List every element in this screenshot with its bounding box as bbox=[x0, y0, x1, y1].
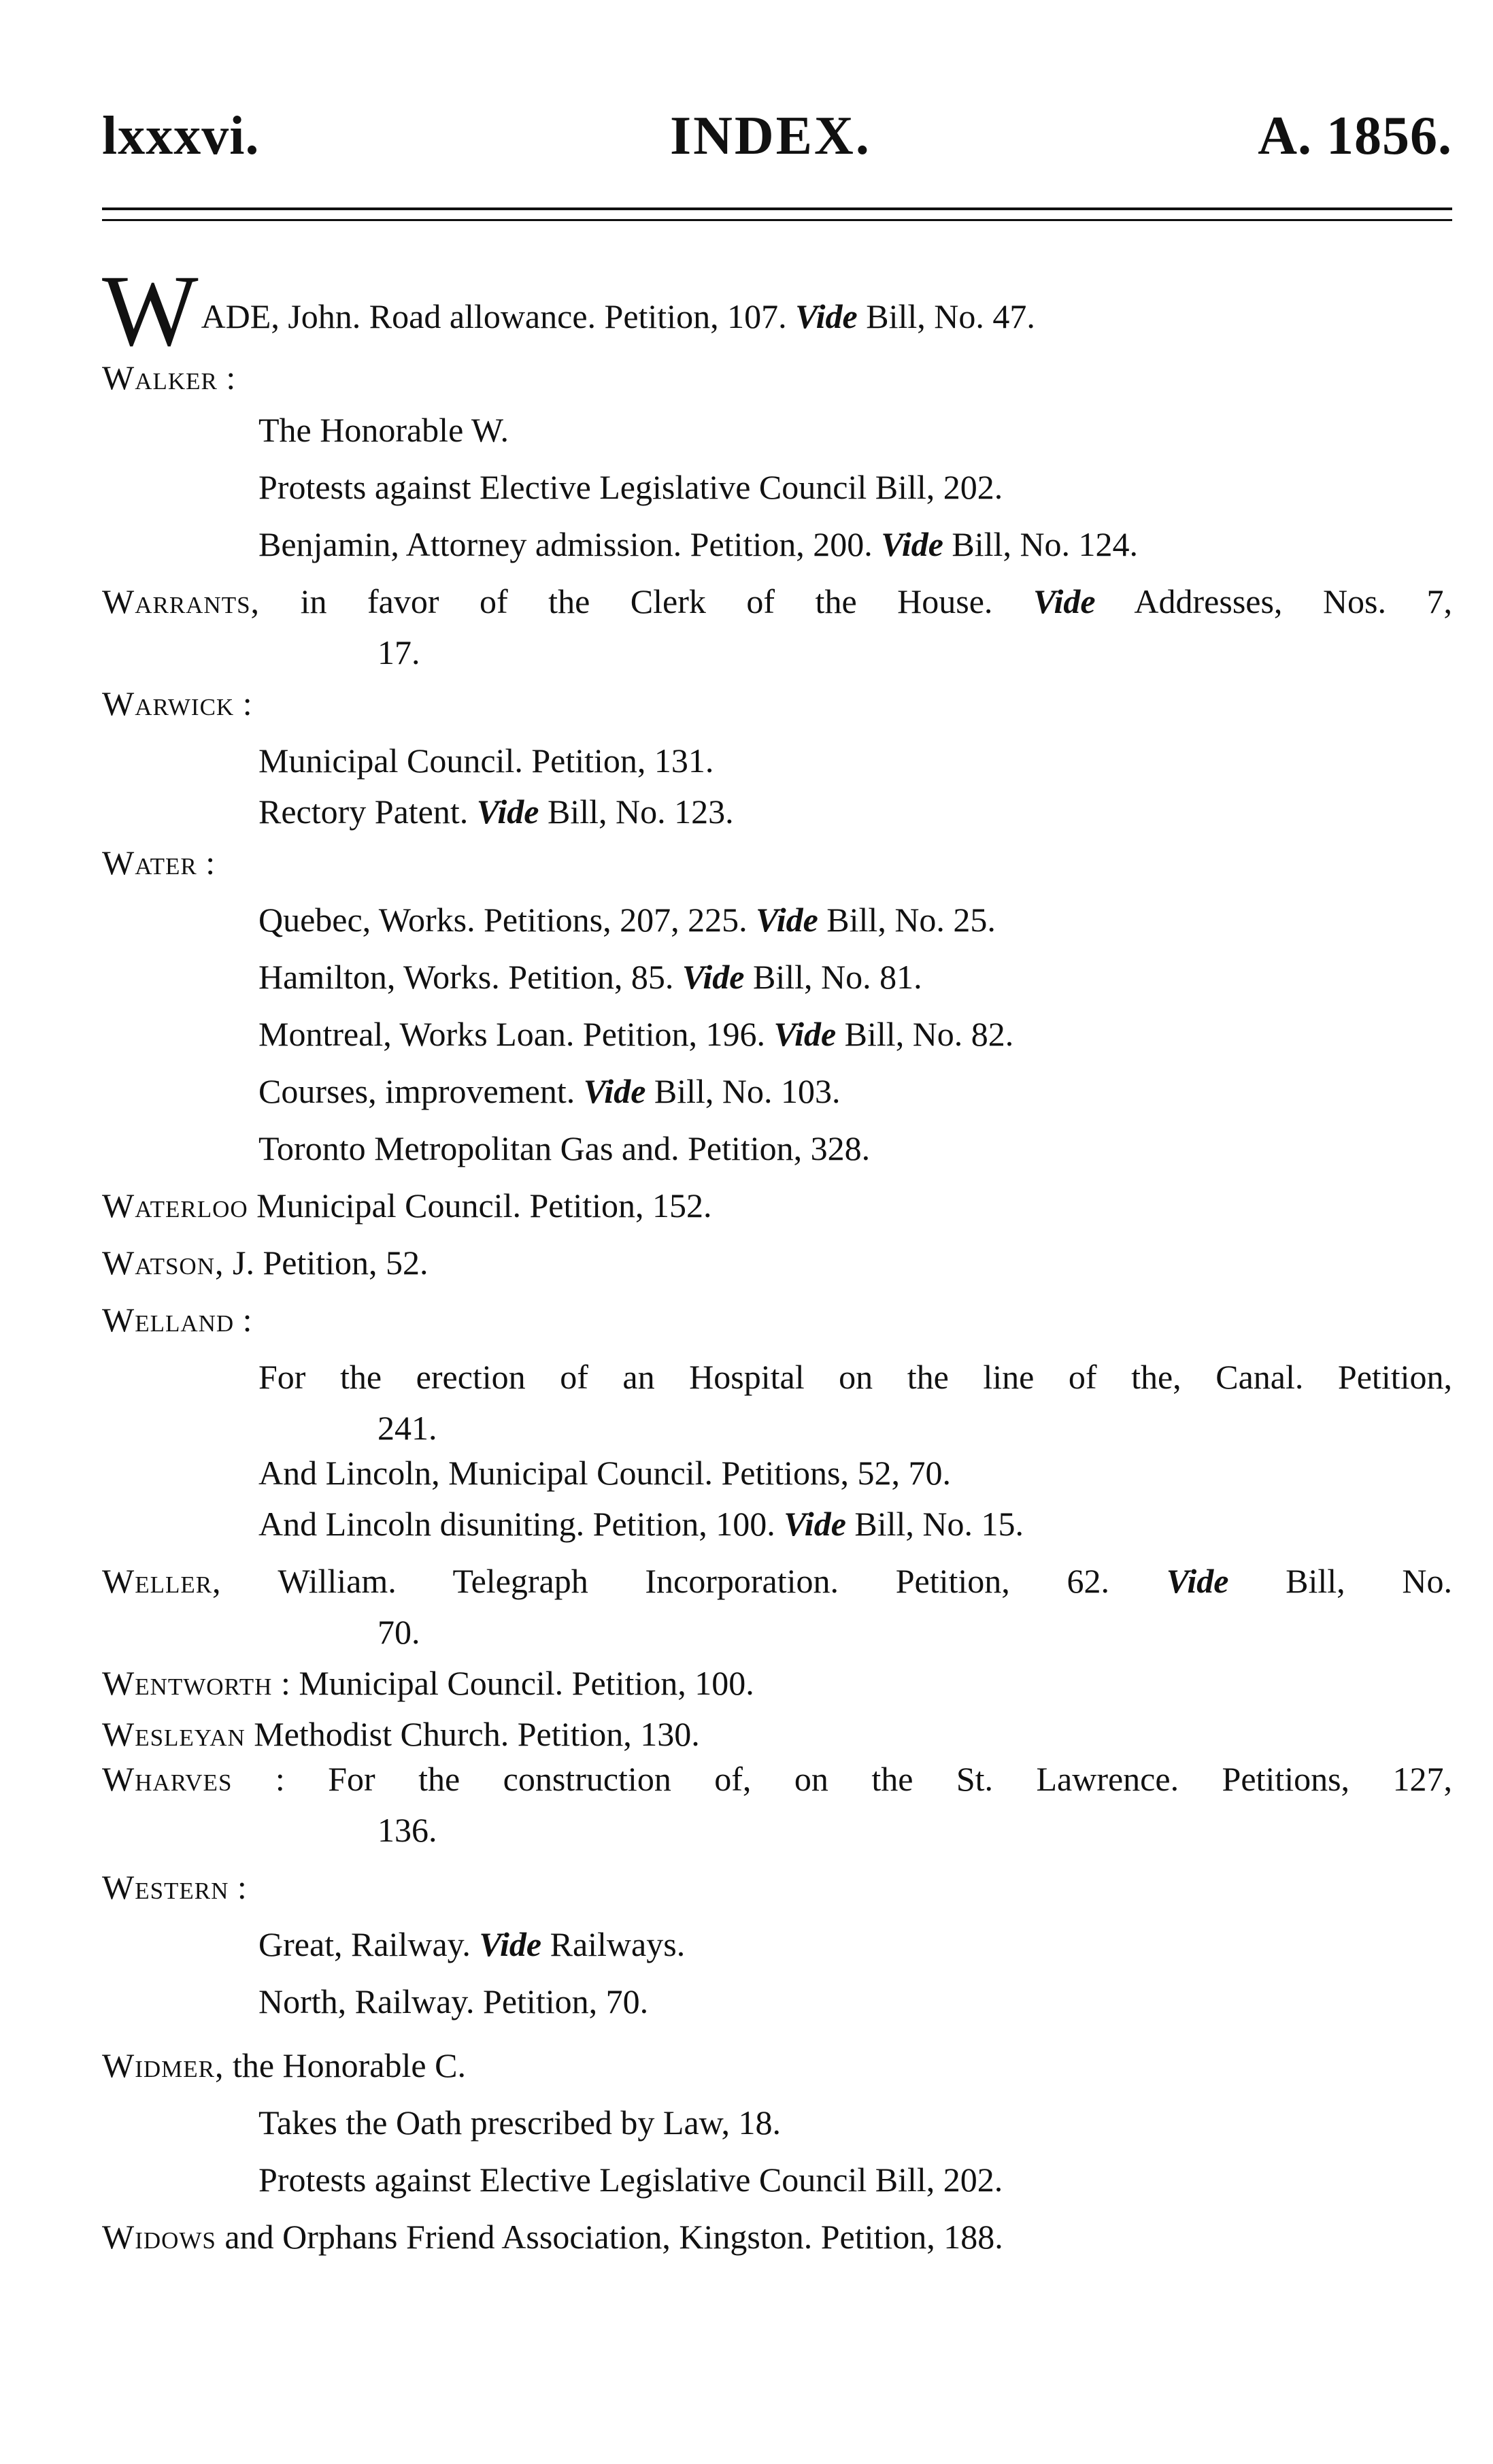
entry-head: Western bbox=[102, 1868, 229, 1906]
entry-ref: Addresses, Nos. 7, bbox=[1134, 582, 1453, 620]
sub-entry-text: And Lincoln disuniting. Petition, 100. bbox=[258, 1505, 775, 1543]
entry-head: Weller, bbox=[102, 1562, 222, 1600]
entry-text: : Municipal Council. Petition, 100. bbox=[280, 1664, 754, 1702]
sub-entry-text: Municipal Council. Petition, 131. bbox=[258, 742, 714, 780]
header-rule-top bbox=[102, 207, 1452, 210]
entry-text: J. Petition, 52. bbox=[233, 1244, 429, 1282]
vide-label: Vide bbox=[476, 793, 539, 831]
entry-head: Warwick bbox=[102, 684, 235, 722]
entry-wesleyan bbox=[102, 1712, 1452, 1757]
sub-entry-ref: Bill, No. 15. bbox=[854, 1505, 1024, 1543]
sub-entry-text: Quebec, Works. Petitions, 207, 225. bbox=[258, 901, 748, 939]
sub-entry-text: Hamilton, Works. Petition, 85. bbox=[258, 958, 674, 996]
entry-suffix: : bbox=[226, 359, 236, 397]
vide-label: Vide bbox=[1166, 1562, 1229, 1600]
entry-wharves bbox=[102, 1757, 1452, 1801]
entry-text: Municipal Council. Petition, 152. bbox=[256, 1186, 712, 1225]
entry-waterloo bbox=[102, 1177, 1452, 1234]
entry-continuation: 70. bbox=[378, 1613, 420, 1651]
entry-widows bbox=[102, 2208, 1452, 2265]
page-year: A. 1856. bbox=[1258, 106, 1452, 166]
entry-widmer bbox=[102, 2037, 1452, 2094]
sub-entry-text: Great, Railway. bbox=[258, 1925, 471, 1963]
entry-head: Wharves bbox=[102, 1760, 233, 1798]
entry-head: Warrants, bbox=[102, 582, 261, 620]
sub-entry-continuation: 241. bbox=[378, 1409, 437, 1447]
entry-ref: Bill, No. bbox=[1286, 1562, 1453, 1600]
page-title: INDEX. bbox=[670, 106, 871, 166]
vide-label: Vide bbox=[773, 1015, 837, 1053]
vide-label: Vide bbox=[756, 901, 818, 939]
sub-entry-water-1 bbox=[102, 891, 1452, 948]
vide-label: Vide bbox=[682, 958, 745, 996]
drop-cap: W bbox=[102, 254, 199, 367]
vide-label: Vide bbox=[795, 297, 858, 335]
entry-ref: Bill, No. 47. bbox=[866, 297, 1035, 335]
entry-welland bbox=[102, 1291, 1452, 1348]
sub-entry-welland-3 bbox=[102, 1495, 1452, 1552]
entry-western bbox=[102, 1859, 1452, 1916]
entry-head: Walker bbox=[102, 359, 218, 397]
vide-label: Vide bbox=[881, 525, 943, 563]
sub-entry-ref: Bill, No. 103. bbox=[654, 1072, 841, 1110]
vide-label: Vide bbox=[784, 1505, 846, 1543]
header-rule-bottom bbox=[102, 219, 1452, 221]
sub-entry-water-2 bbox=[102, 948, 1452, 1005]
index-entries bbox=[102, 254, 1453, 2265]
entry-head: Welland bbox=[102, 1301, 235, 1339]
entry-continuation: 17. bbox=[378, 633, 420, 671]
sub-entry-widmer-1 bbox=[102, 2094, 1452, 2151]
entry-text: William. Telegraph Incorporation. Petition, 62. bbox=[278, 1562, 1110, 1600]
sub-entry-text: The Honorable W. bbox=[258, 411, 509, 449]
sub-entry-text: For the erection of an Hospital on the line of the, Canal. Petition, bbox=[258, 1358, 1452, 1396]
entry-head: Watson, bbox=[102, 1244, 224, 1282]
sub-entry-text: Montreal, Works Loan. Petition, 196. bbox=[258, 1015, 765, 1053]
sub-entry-text: Courses, improvement. bbox=[258, 1072, 575, 1110]
sub-entry-water-3 bbox=[102, 1005, 1452, 1063]
page-number: lxxxvi. bbox=[102, 106, 260, 166]
entry-weller bbox=[102, 1552, 1452, 1610]
sub-entry-ref: Bill, No. 82. bbox=[844, 1015, 1014, 1053]
sub-entry-text: Takes the Oath prescribed by Law, 18. bbox=[258, 2103, 781, 2142]
entry-suffix: : bbox=[242, 684, 252, 722]
vide-label: Vide bbox=[583, 1072, 646, 1110]
entry-head: Water bbox=[102, 844, 197, 882]
entry-warwick bbox=[102, 675, 1452, 732]
entry-text: the Honorable C. bbox=[232, 2046, 466, 2084]
entry-weller-cont bbox=[102, 1610, 1452, 1654]
entry-suffix: : bbox=[242, 1301, 252, 1339]
entry-text: in favor of the Clerk of the House. bbox=[300, 582, 993, 620]
sub-entry-text: Protests against Elective Legislative Council Bill, 202. bbox=[258, 468, 1003, 506]
entry-head: Wesleyan bbox=[102, 1715, 246, 1753]
entry-suffix: : bbox=[237, 1868, 247, 1906]
sub-entry-widmer-2 bbox=[102, 2151, 1452, 2208]
entry-text: Methodist Church. Petition, 130. bbox=[254, 1715, 700, 1753]
vide-label: Vide bbox=[479, 1925, 542, 1963]
sub-entry-western-2 bbox=[102, 1973, 1452, 2030]
entry-head: ADE, bbox=[201, 297, 280, 335]
sub-entry-text: Toronto Metropolitan Gas and. Petition, 328. bbox=[258, 1129, 871, 1167]
sub-entry-text: Rectory Patent. bbox=[258, 793, 469, 831]
entry-continuation: 136. bbox=[378, 1811, 437, 1849]
sub-entry-warwick-1 bbox=[102, 732, 1452, 789]
entry-water bbox=[102, 834, 1452, 891]
entry-text: John. Road allowance. Petition, 107. bbox=[288, 297, 787, 335]
sub-entry-text: And Lincoln, Municipal Council. Petitions, 52, 70. bbox=[258, 1454, 951, 1492]
entry-suffix: : bbox=[205, 844, 216, 882]
sub-entry-text: Benjamin, Attorney admission. Petition, 200. bbox=[258, 525, 873, 563]
sub-entry-water-4 bbox=[102, 1063, 1452, 1120]
sub-entry-welland-1-cont bbox=[102, 1405, 1452, 1450]
sub-entry-ref: Bill, No. 25. bbox=[826, 901, 996, 939]
sub-entry-welland-1 bbox=[102, 1348, 1452, 1405]
entry-watson bbox=[102, 1234, 1452, 1291]
sub-entry-walker-3 bbox=[102, 516, 1452, 573]
entry-wade bbox=[102, 254, 1452, 367]
entry-warrants-cont bbox=[102, 630, 1452, 675]
sub-entry-walker-2 bbox=[102, 459, 1452, 516]
entry-warrants bbox=[102, 573, 1452, 630]
page-header bbox=[102, 102, 1452, 170]
entry-text: : For the construction of, on the St. Lawrence. Petitions, 127, bbox=[275, 1760, 1452, 1798]
entry-head: Widmer, bbox=[102, 2046, 224, 2084]
sub-entry-ref: Bill, No. 81. bbox=[753, 958, 922, 996]
sub-entry-ref: Bill, No. 123. bbox=[547, 793, 734, 831]
entry-wentworth bbox=[102, 1654, 1452, 1712]
sub-entry-water-5 bbox=[102, 1120, 1452, 1177]
entry-head: Wentworth bbox=[102, 1664, 273, 1702]
entry-walker bbox=[102, 354, 1452, 401]
entry-head: Widows bbox=[102, 2218, 216, 2256]
sub-entry-warwick-2 bbox=[102, 789, 1452, 834]
sub-entry-text: Protests against Elective Legislative Council Bill, 202. bbox=[258, 2161, 1003, 2199]
sub-entry-text: North, Railway. Petition, 70. bbox=[258, 1982, 649, 2020]
sub-entry-walker-1 bbox=[102, 401, 1452, 459]
sub-entry-ref: Railways. bbox=[550, 1925, 686, 1963]
sub-entry-welland-2 bbox=[102, 1450, 1452, 1495]
entry-head: Waterloo bbox=[102, 1186, 248, 1225]
entry-text: and Orphans Friend Association, Kingston. Petition, 188. bbox=[224, 2218, 1003, 2256]
vide-label: Vide bbox=[1033, 582, 1096, 620]
sub-entry-western-1 bbox=[102, 1916, 1452, 1973]
sub-entry-ref: Bill, No. 124. bbox=[952, 525, 1139, 563]
entry-wharves-cont bbox=[102, 1801, 1452, 1859]
